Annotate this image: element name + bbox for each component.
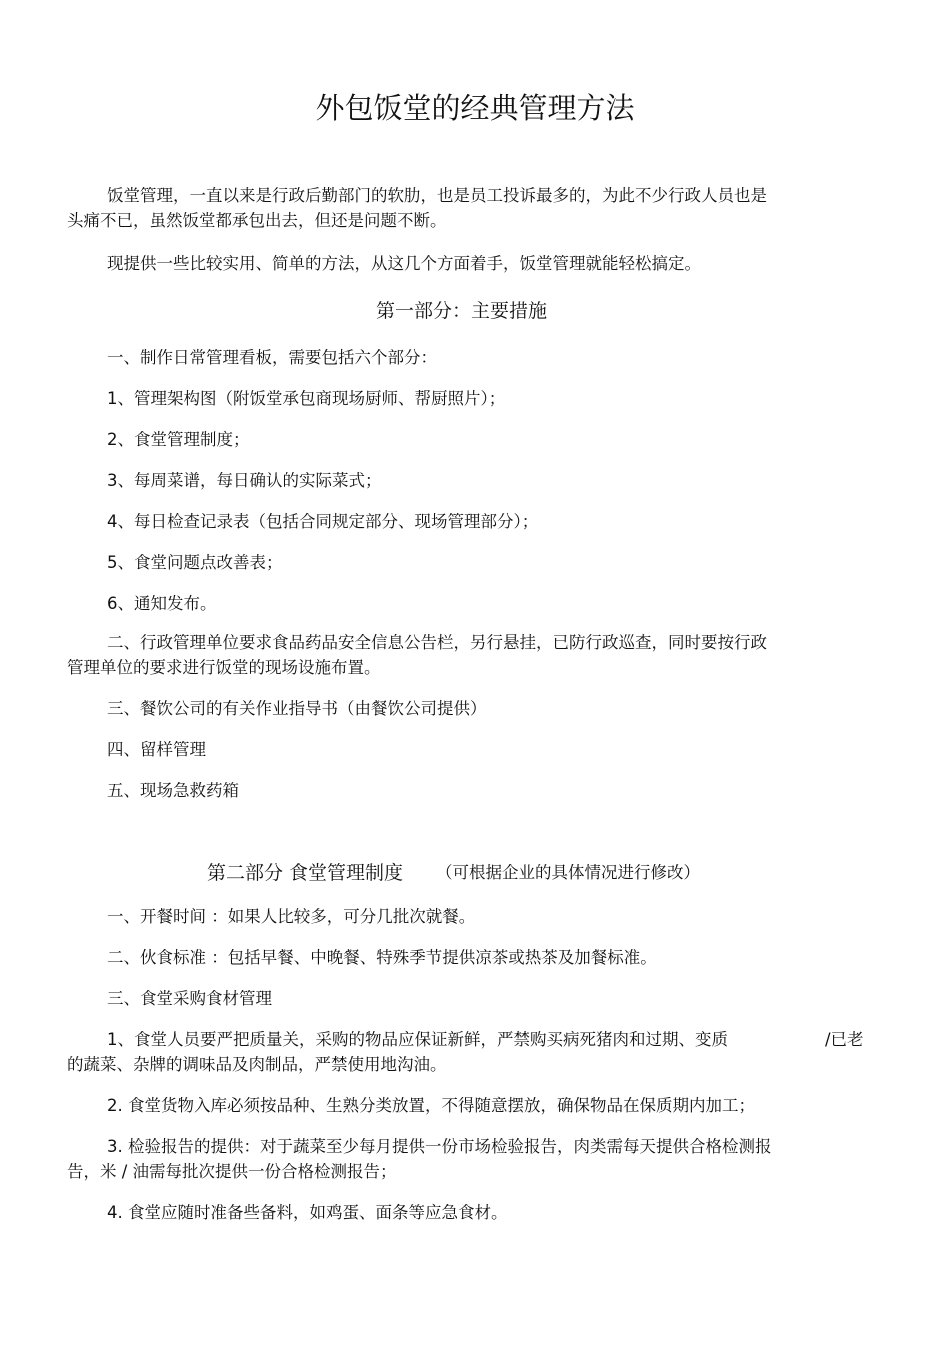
part1-section-2-line-1: 二、行政管理单位要求食品药品安全信息公告栏，另行悬挂，已防行政巡查，同时要按行政 xyxy=(107,633,767,652)
part2-rule-3-line-2: 告，米 / 油需每批次提供一份合格检测报告； xyxy=(67,1162,397,1181)
part1-item-5: 5、食堂问题点改善表； xyxy=(107,553,283,572)
part1-item-6: 6、通知发布。 xyxy=(107,594,217,613)
part1-item-1: 1、管理架构图（附饭堂承包商现场厨师、帮厨照片）； xyxy=(107,389,506,408)
intro-paragraph-1-line-2: 头痛不已，虽然饭堂都承包出去，但还是问题不断。 xyxy=(67,211,447,230)
part2-section-1: 一、开餐时间 ：如果人比较多，可分几批次就餐。 xyxy=(107,907,476,926)
part2-rule-1-line-1: 1、食堂人员要严把质量关，采购的物品应保证新鲜，严禁购买病死猪肉和过期、变质 xyxy=(107,1030,728,1049)
part1-section-1: 一、制作日常管理看板，需要包括六个部分： xyxy=(107,348,437,367)
part1-section-4: 四、留样管理 xyxy=(107,740,206,759)
part2-section-2: 二、伙食标准 ：包括早餐、中晚餐、特殊季节提供凉茶或热茶及加餐标准。 xyxy=(107,948,657,967)
part1-item-3: 3、每周菜谱，每日确认的实际菜式； xyxy=(107,471,382,490)
document-title: 外包饭堂的经典管理方法 xyxy=(315,91,635,125)
part1-section-3: 三、餐饮公司的有关作业指导书（由餐饮公司提供） xyxy=(107,699,487,718)
part2-section-3: 三、食堂采购食材管理 xyxy=(107,989,272,1008)
part1-item-2: 2、食堂管理制度； xyxy=(107,430,250,449)
part2-heading: 第二部分 食堂管理制度 xyxy=(207,862,404,884)
part1-item-4: 4、每日检查记录表（包括合同规定部分、现场管理部分）； xyxy=(107,512,539,531)
part2-heading-note: （可根据企业的具体情况进行修改） xyxy=(436,863,700,882)
part1-heading: 第一部分：主要措施 xyxy=(376,300,548,322)
part2-rule-4: 4. 食堂应随时准备些备料，如鸡蛋、面条等应急食材。 xyxy=(107,1203,508,1222)
part2-rule-2: 2. 食堂货物入库必须按品种、生熟分类放置，不得随意摆放，确保物品在保质期内加工； xyxy=(107,1096,755,1115)
intro-paragraph-1-line-1: 饭堂管理，一直以来是行政后勤部门的软肋，也是员工投诉最多的，为此不少行政人员也是 xyxy=(107,186,767,205)
part2-rule-3-line-1: 3. 检验报告的提供：对于蔬菜至少每月提供一份市场检验报告，肉类需每天提供合格检测报 xyxy=(107,1137,772,1156)
intro-paragraph-2: 现提供一些比较实用、简单的方法，从这几个方面着手，饭堂管理就能轻松搞定。 xyxy=(107,254,701,273)
part1-section-5: 五、现场急救药箱 xyxy=(107,781,239,800)
part1-section-2-line-2: 管理单位的要求进行饭堂的现场设施布置。 xyxy=(67,658,381,677)
part2-rule-1-line-2: 的蔬菜、杂牌的调味品及肉制品，严禁使用地沟油。 xyxy=(67,1055,447,1074)
part2-rule-1-line-1-end: /已老 xyxy=(825,1030,864,1049)
